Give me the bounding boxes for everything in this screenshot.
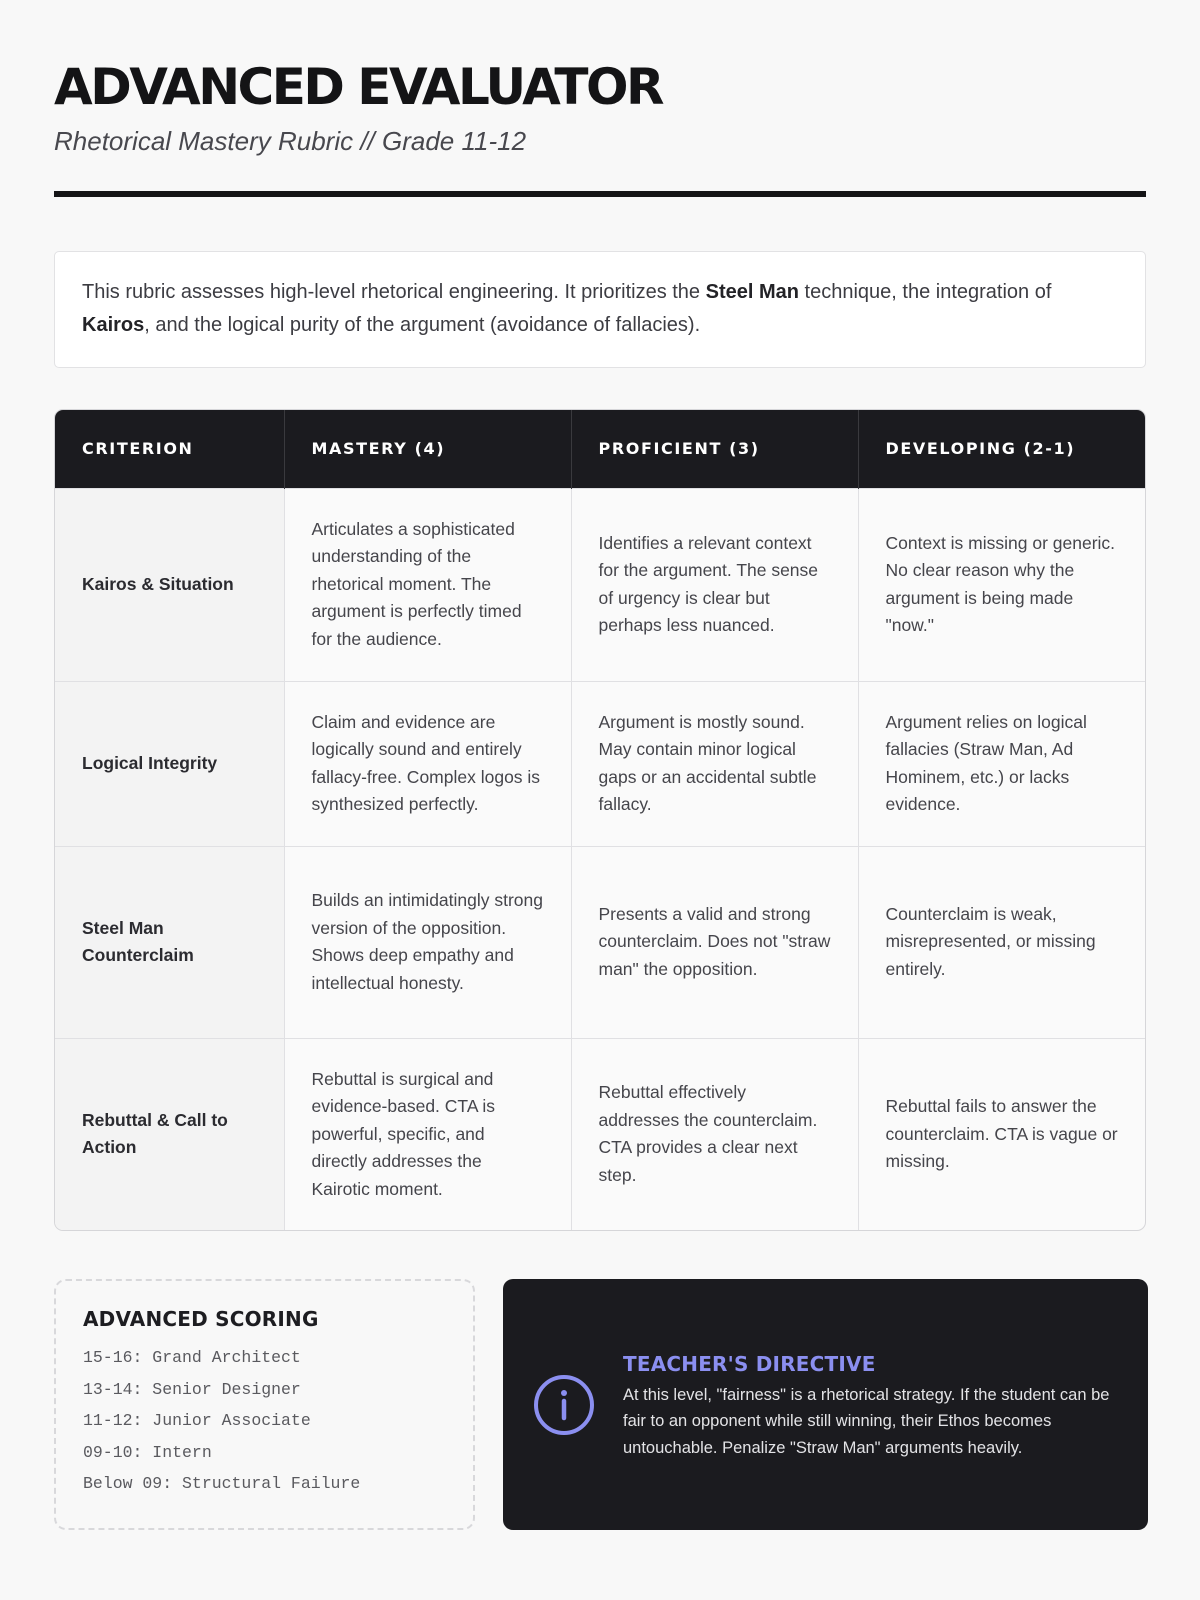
intro-text-3: , and the logical purity of the argument (avoidance of fallacies). [144, 314, 701, 336]
list-item: 11-12: Junior Associate [83, 1411, 311, 1430]
proficient-cell: Argument is mostly sound. May contain minor logical gaps or an accidental subtle fallacy. [571, 681, 858, 846]
developing-cell: Rebuttal fails to answer the counterclaim. CTA is vague or missing. [858, 1038, 1146, 1230]
page-subtitle: Rhetorical Mastery Rubric // Grade 11-12 [54, 126, 527, 156]
info-icon [533, 1374, 595, 1436]
directive-body [623, 1348, 1120, 1462]
intro-text-1: This rubric assesses high-level rhetorical engineering. It prioritizes the [82, 281, 706, 303]
scoring-list [83, 1342, 446, 1500]
scoring-panel [54, 1279, 475, 1530]
developing-cell: Counterclaim is weak, misrepresented, or missing entirely. [858, 846, 1146, 1038]
intro-text-2: technique, the integration of [798, 281, 1052, 303]
intro-bold-steel-man: Steel Man [705, 281, 799, 303]
developing-cell: Argument relies on logical fallacies (Straw Man, Ad Hominem, etc.) or lacks evidence. [858, 681, 1146, 846]
page-title: ADVANCED EVALUATOR [54, 58, 663, 116]
rubric-table [55, 410, 1146, 1230]
table-row [55, 1038, 1146, 1230]
proficient-cell: Rebuttal effectively addresses the counterclaim. CTA provides a clear next step. [571, 1038, 858, 1230]
list-item: 13-14: Senior Designer [83, 1379, 301, 1399]
header-proficient: PROFICIENT (3) [571, 410, 858, 488]
rubric-table-container [54, 409, 1146, 1231]
table-row [55, 846, 1146, 1038]
directive-title: TEACHER'S DIRECTIVE [623, 1351, 876, 1376]
proficient-cell: Identifies a relevant context for the argument. The sense of urgency is clear but perhaps less nuanced. [571, 488, 858, 681]
criterion-cell: Logical Integrity [55, 681, 284, 846]
intro-bold-kairos: Kairos [82, 314, 145, 336]
developing-cell: Context is missing or generic. No clear reason why the argument is being made "now." [858, 488, 1146, 681]
list-item: 15-16: Grand Architect [83, 1348, 301, 1367]
criterion-cell: Rebuttal & Call to Action [55, 1038, 284, 1230]
table-row [55, 488, 1146, 681]
mastery-cell: Builds an intimidatingly strong version of the opposition. Shows deep empathy and intellectual honesty. [284, 846, 571, 1038]
mastery-cell: Claim and evidence are logically sound and entirely fallacy-free. Complex logos is synthesized perfectly. [284, 681, 571, 846]
criterion-cell: Kairos & Situation [55, 488, 284, 681]
header-divider [54, 191, 1146, 197]
mastery-cell: Articulates a sophisticated understanding of the rhetorical moment. The argument is perfectly timed for the audience. [284, 488, 571, 681]
bottom-section [54, 1279, 1147, 1531]
header-developing: DEVELOPING (2-1) [858, 410, 1146, 488]
mastery-cell: Rebuttal is surgical and evidence-based. CTA is powerful, specific, and directly addresses the Kairotic moment. [284, 1038, 571, 1230]
header-criterion: CRITERION [55, 410, 284, 488]
intro-panel [54, 251, 1146, 368]
scoring-title: ADVANCED SCORING [83, 1307, 319, 1331]
proficient-cell: Presents a valid and strong counterclaim. Does not "straw man" the opposition. [571, 846, 858, 1038]
rubric-header-row [55, 410, 1146, 488]
criterion-cell: Steel Man Counterclaim [55, 846, 284, 1038]
list-item: 09-10: Intern [83, 1442, 212, 1462]
directive-text: At this level, "fairness" is a rhetorical strategy. If the student can be fair to an opponent while still winning, their Ethos becomes untouchable. Penalize "Straw Man" arguments heavily. [623, 1385, 1110, 1457]
teacher-directive-panel [503, 1279, 1148, 1530]
table-row [55, 681, 1146, 846]
header-mastery: MASTERY (4) [284, 410, 571, 488]
list-item: Below 09: Structural Failure [83, 1474, 361, 1493]
